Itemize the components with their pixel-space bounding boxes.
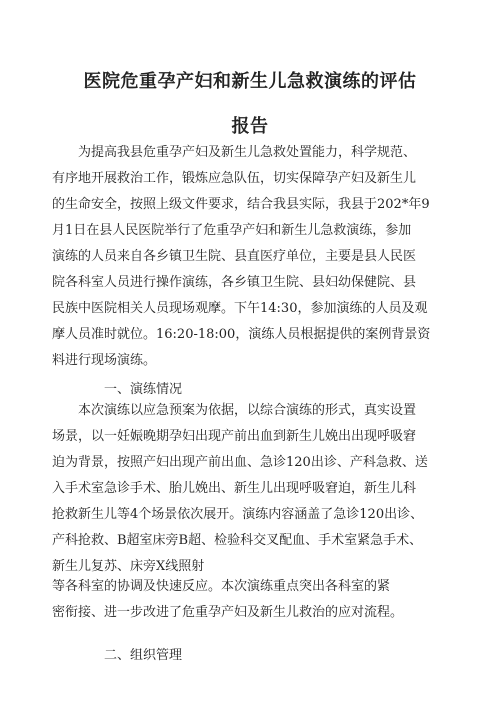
- section1-paragraph: 本次演练以应急预案为依据，以综合演练的形式，真实设置 场景，以一妊娠晚期孕妇出现产前出血到新生儿娩出出现呼吸窘 迫为背景，按照产妇出现产前出血、急诊120出诊、产科急救、送 入手术室急诊手术、胎儿娩出、新生儿出现呼吸窘迫，新生儿科 抢救新生儿等4个场景依次展开。演练内容涵盖了急诊120出诊、 产科抢救、B超室床旁B超、检验科交叉配血、手术室紧急手术、 新生儿复苏、床旁X线照射: [52, 403, 428, 574]
- section-heading-2: 二、组织管理: [104, 648, 183, 663]
- document-title: 医院危重孕产妇和新生儿急救演练的评估: [83, 71, 417, 92]
- section-heading-1: 一、演练情况: [104, 382, 183, 397]
- document-title-continued: 报告: [231, 116, 269, 137]
- intro-paragraph: 为提高我县危重孕产妇及新生儿急救处置能力，科学规范、 有序地开展救治工作，锻炼应急队伍，切实保障孕产妇及新生儿 的生命安全，按照上级文件要求，结合我县实际，我县于202*年9 月1日在县人民医院举行了危重孕产妇和新生儿急救演练，参加 演练的人员来自各乡镇卫生院、县直医疗单位，主要是县人民医 院各科室人员进行操作演练，各乡镇卫生院、县妇幼保健院、县 民族中医院相关人员现场观摩。下午14:30，参加演练的人员及观 摩人员准时就位。16:20-18:00，演练人员根据提供的案例背景资 料进行现场演练。: [52, 145, 431, 368]
- section1-paragraph-continued: 等各科室的协调及快速反应。本次演练重点突出各科室的紧 密衔接、进一步改进了危重孕产妇及新生儿救治的应对流程。: [52, 579, 404, 620]
